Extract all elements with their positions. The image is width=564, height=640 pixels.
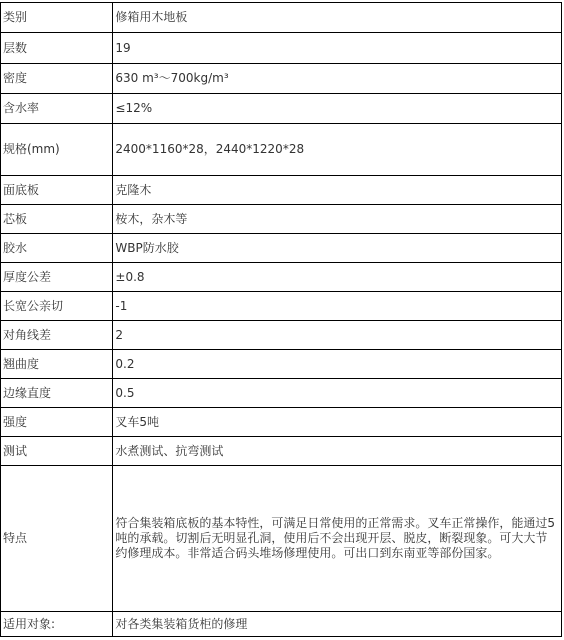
row-label: 厚度公差 — [1, 263, 113, 292]
row-label: 特点 — [1, 466, 113, 612]
row-label: 翘曲度 — [1, 350, 113, 379]
row-label: 密度 — [1, 64, 113, 94]
row-value: WBP防水胶 — [113, 234, 562, 263]
row-value: ±0.8 — [113, 263, 562, 292]
row-label: 类别 — [1, 3, 113, 33]
row-value: 2400*1160*28，2440*1220*28 — [113, 124, 562, 176]
row-value: 叉车5吨 — [113, 408, 562, 437]
row-value: ≤12% — [113, 94, 562, 124]
row-label: 面底板 — [1, 176, 113, 205]
row-label: 测试 — [1, 437, 113, 466]
row-label: 强度 — [1, 408, 113, 437]
table-row — [1, 263, 562, 292]
table-row — [1, 321, 562, 350]
row-value: -1 — [113, 292, 562, 321]
table-row — [1, 612, 562, 637]
row-label: 边缘直度 — [1, 379, 113, 408]
row-label: 含水率 — [1, 94, 113, 124]
row-label: 胶水 — [1, 234, 113, 263]
table-row — [1, 408, 562, 437]
row-label: 规格(mm) — [1, 124, 113, 176]
table-row — [1, 350, 562, 379]
table-row — [1, 64, 562, 94]
table-row — [1, 205, 562, 234]
table-row — [1, 3, 562, 33]
row-label: 对角线差 — [1, 321, 113, 350]
row-value: 克隆木 — [113, 176, 562, 205]
row-value: 水煮测试、抗弯测试 — [113, 437, 562, 466]
row-label: 层数 — [1, 33, 113, 64]
table-row — [1, 94, 562, 124]
row-value: 0.2 — [113, 350, 562, 379]
table-row — [1, 379, 562, 408]
row-label: 长宽公亲切 — [1, 292, 113, 321]
row-value: 2 — [113, 321, 562, 350]
row-value: 符合集装箱底板的基本特性，可满足日常使用的正常需求。叉车正常操作，能通过5吨的承载。切割后无明显孔洞，使用后不会出现开层、脱皮，断裂现象。可大大节约修理成本。非常适合码头堆场修理使用。可出口到东南亚等部份国家。 — [113, 466, 562, 612]
row-label: 芯板 — [1, 205, 113, 234]
row-value: 对各类集装箱货柜的修理 — [113, 612, 562, 637]
row-value: 0.5 — [113, 379, 562, 408]
row-value: 桉木，杂木等 — [113, 205, 562, 234]
table-row — [1, 124, 562, 176]
spec-table — [0, 2, 562, 637]
row-value: 630 m³～700kg/m³ — [113, 64, 562, 94]
table-row — [1, 176, 562, 205]
table-row — [1, 33, 562, 64]
row-value: 19 — [113, 33, 562, 64]
table-row — [1, 466, 562, 612]
table-row — [1, 292, 562, 321]
row-value: 修箱用木地板 — [113, 3, 562, 33]
table-row — [1, 234, 562, 263]
table-row — [1, 437, 562, 466]
row-label: 适用对象: — [1, 612, 113, 637]
